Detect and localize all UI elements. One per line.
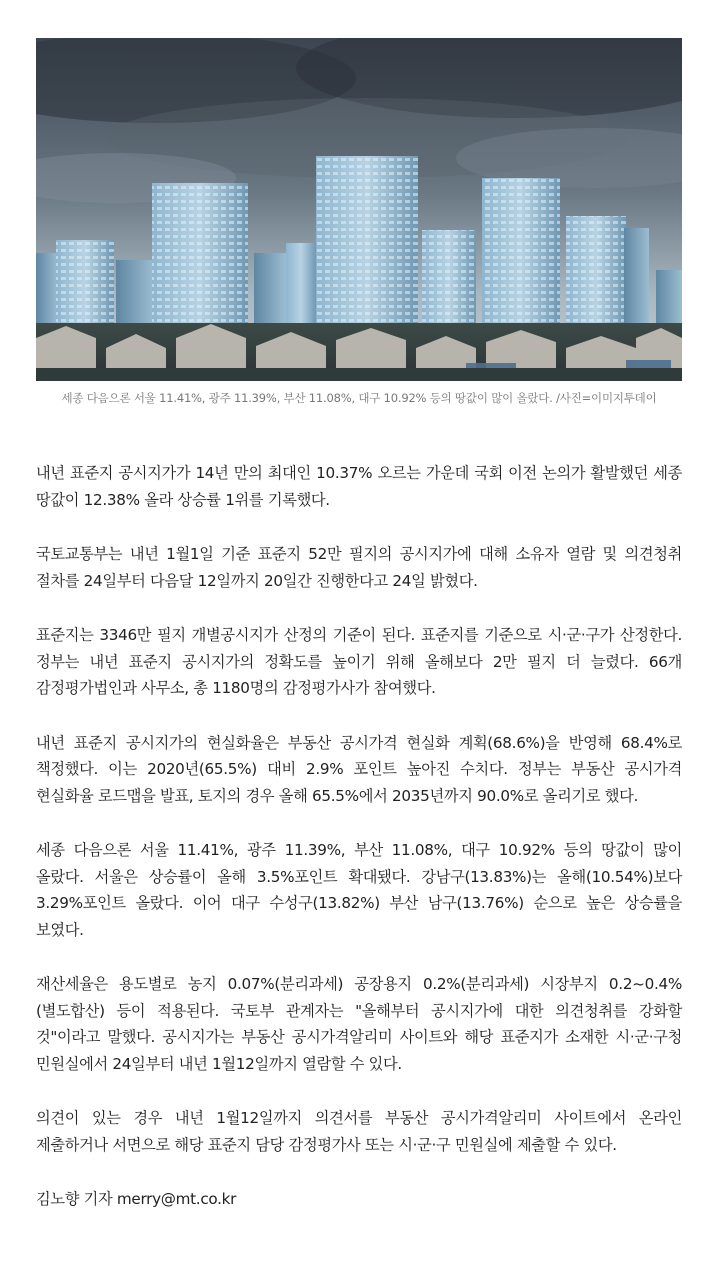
paragraph-7: 의견이 있는 경우 내년 1월12일까지 의견서를 부동산 공시가격알리미 사이트에서 온라인 제출하거나 서면으로 해당 표준지 담당 감정평가사 또는 시·군·구 민원실에 제출할 수 있다.	[36, 1109, 682, 1154]
paragraph-5: 세종 다음으론 서울 11.41%, 광주 11.39%, 부산 11.08%, 대구 10.92% 등의 땅값이 많이 올랐다. 서울은 상승률이 올해 3.5%포인트 확대됐다. 강남구(13.83%)는 올해(10.54%)보다 3.29%포인트 올랐다. 이어 대구 수성구(13.82%) 부산 남구(13.76%) 순으로 높은 상승률을 보였다.	[36, 841, 682, 939]
apartment-city-image	[36, 38, 682, 381]
paragraph-4: 내년 표준지 공시지가의 현실화율은 부동산 공시가격 현실화 계획(68.6%)을 반영해 68.4%로 책정했다. 이는 2020년(65.5%) 대비 2.9% 포인트 높아진 수치다. 정부는 부동산 공시가격 현실화율 로드맵을 발표, 토지의 경우 올해 65.5%에서 2035년까지 90.0%로 올리기로 했다.	[36, 733, 682, 805]
article-photo	[36, 38, 682, 381]
article-body	[36, 460, 682, 1213]
paragraph-6: 재산세율은 용도별로 농지 0.07%(분리과세) 공장용지 0.2%(분리과세) 시장부지 0.2~0.4%(별도합산) 등이 적용된다. 국토부 관계자는 "올해부터 공시지가에 대한 의견청취를 강화할 것"이라고 말했다. 공시지가는 부동산 공시가격알리미 사이트와 해당 표준지가 소재한 시·군·구청 민원실에서 24일부터 내년 1월12일까지 열람할 수 있다.	[36, 975, 682, 1073]
byline: 김노향 기자 merry@mt.co.kr	[36, 1190, 237, 1208]
paragraph-2: 국토교통부는 내년 1월1일 기준 표준지 52만 필지의 공시지가에 대해 소유자 열람 및 의견청취 절차를 24일부터 다음달 12일까지 20일간 진행한다고 24일 밝혔다.	[36, 545, 682, 590]
photo-caption: 세종 다음으론 서울 11.41%, 광주 11.39%, 부산 11.08%, 대구 10.92% 등의 땅값이 많이 올랐다. /사진=이미지투데이	[61, 391, 657, 405]
paragraph-1: 내년 표준지 공시지가가 14년 만의 최대인 10.37% 오르는 가운데 국회 이전 논의가 활발했던 세종 땅값이 12.38% 올라 상승률 1위를 기록했다.	[36, 464, 682, 509]
paragraph-3: 표준지는 3346만 필지 개별공시지가 산정의 기준이 된다. 표준지를 기준으로 시·군·구가 산정한다. 정부는 내년 표준지 공시지가의 정확도를 높이기 위해 올해보다 2만 필지 더 늘렸다. 66개 감정평가법인과 사무소, 총 1180명의 감정평가사가 참여했다.	[36, 626, 682, 697]
